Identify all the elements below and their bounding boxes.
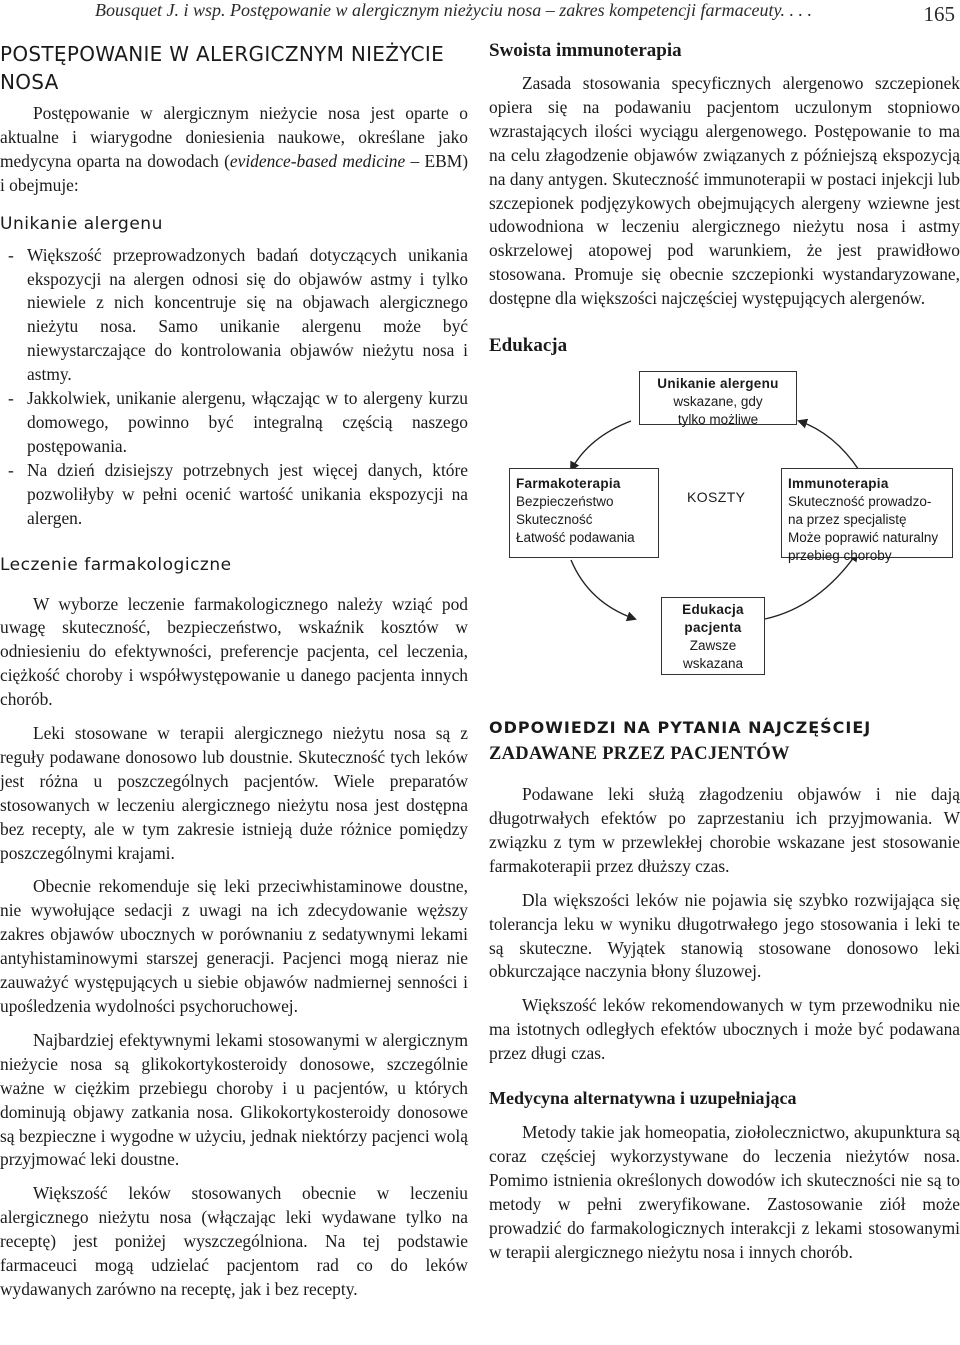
avoid-allergen-list bbox=[0, 244, 468, 531]
alternative-medicine-heading: Medycyna alternatywna i uzupełniająca bbox=[489, 1088, 797, 1109]
costs-label: KOSZTY bbox=[687, 489, 746, 506]
arrow-right-to-top bbox=[799, 421, 859, 470]
paragraph: Podawane leki służą złagodzeniu objawów i nie dają długotrwałych efektów po zaprzestaniu ich przyjmowania. W związku z tym w przewlekłej chorobie wskazane jest stosowanie farmakoterapii przez dłuższy czas. bbox=[489, 784, 960, 876]
paragraph: Większość leków rekomendowanych w tym przewodniku nie ma istotnych odległych efektów ubocznych i może być podawana przez długi czas. bbox=[489, 995, 960, 1064]
right-column bbox=[489, 40, 960, 1264]
immunotherapy-box: Immunoterapia Skuteczność prowadzo- na przez specjalistę Może poprawić naturalny przebieg choroby bbox=[781, 468, 953, 558]
education-heading: Edukacja bbox=[489, 335, 568, 357]
section-title: POSTĘPOWANIE W ALERGICZNYM NIEŻYCIE NOSA bbox=[0, 42, 445, 94]
pharmacotherapy-box: Farmakoterapia Bezpieczeństwo Skuteczność Łatwość podawania bbox=[509, 468, 659, 558]
pharmacological-heading: Leczenie farmakologiczne bbox=[0, 554, 232, 575]
list-item: - Większość przeprowadzonych badań dotyczących unikania ekspozycji na alergen odnosi się do objawów astmy i tylko niewiele z nich koncentruje się na objawach alergicznego nieżytu nosa. Samo unikanie alergenu może być niewystarczające do kontrolowania objawów nieżytu nosa i astmy. bbox=[0, 244, 468, 387]
page-number: 165 bbox=[923, 2, 955, 26]
paragraph: Leki stosowane w terapii alergicznego nieżytu nosa są z reguły podawane donosowo lub doustnie. Skuteczność tych leków jest różna u poszczególnych pacjentów. Wiele preparatów stosowanych w leczeniu alergicznego nieżytu nosa jest dostępna bez recepty, ale w tym zakresie istnieją duże różnice pomiędzy poszczególnymi krajami. bbox=[0, 723, 468, 863]
paragraph: W wyborze leczenie farmakologicznego należy wziąć pod uwagę skuteczność, bezpieczeństwo, wskaźnik kosztów w odniesieniu do efektywności, preferencje pacjenta, cel leczenia, ciężkość choroby i współwystępowanie u danego pacjenta innych chorób. bbox=[0, 593, 468, 710]
paragraph: Obecnie rekomenduje się leki przeciwhistaminowe doustne, nie wywołujące sedacji z uwagi na ich zdecydowanie węższy zakres objawów ubocznych w porównaniu z sedatywnymi lekami antyhistaminowymi starszej generacji. Pacjenci mogą nieraz nie zauważyć występujących u siebie objawów nadmiernej senności i upośledzenia wydolności psychoruchowej. bbox=[0, 876, 468, 1016]
avoidance-box: Unikanie alergenu wskazane, gdy tylko możliwe bbox=[639, 371, 797, 425]
faq-heading: ODPOWIEDZI NA PYTANIA NAJCZĘŚCIEJ ZADAWANE PRZEZ PACJENTÓW bbox=[489, 718, 872, 765]
running-title: Bousquet J. i wsp. Postępowanie w alergicznym nieżyciu nosa – zakres kompetencji farmaceuty. . . . bbox=[95, 0, 813, 20]
arrow-top-to-left bbox=[571, 421, 631, 470]
treatment-diagram bbox=[489, 367, 960, 672]
immunotherapy-heading: Swoista immunoterapia bbox=[489, 40, 682, 61]
left-column bbox=[0, 40, 468, 1302]
patient-education-box: Edukacja pacjenta Zawsze wskazana bbox=[661, 597, 765, 675]
list-item: - Jakkolwiek, unikanie alergenu, włączając w to alergeny kurzu domowego, powinno być integralną częścią naszego postępowania. bbox=[0, 387, 468, 459]
paragraph: Metody takie jak homeopatia, ziołolecznictwo, akupunktura są coraz częściej wykorzystywane do leczenia nieżytów nosa. Pomimo istnienia określonych dowodów ich skuteczności nie są to metody w pełni zweryfikowane. Zastosowanie ziół może prowadzić do farmakologicznych interakcji z lekami stosowanymi w terapii alergicznego nieżytu nosa i innych chorób. bbox=[489, 1122, 960, 1262]
paragraph: Dla większości leków nie pojawia się szybko rozwijająca się tolerancja leku w wyniku długotrwałego jego stosowania i leki te są skuteczne. Wyjątek stanowią stosowane donosowo leki obkurczające naczynia błony śluzowej. bbox=[489, 889, 960, 982]
avoid-allergen-heading: Unikanie alergenu bbox=[0, 213, 163, 234]
running-header bbox=[0, 0, 960, 32]
intro-paragraph: Postępowanie w alergicznym nieżycie nosa jest oparte o aktualne i wiarygodne doniesienia naukowe, określane jako medycyna oparta na dowodach (evidence-based medicine – EBM) i obejmuje: bbox=[0, 103, 468, 195]
paragraph: Zasada stosowania specyficznych alergenowo szczepionek opiera się na podawaniu pacjentom uczulonym stopniowo wzrastających ilości wyciągu alergenowego. Postępowanie to ma na celu złagodzenie objawów związanych z późniejszą ekspozycją na dany antygen. Skuteczność immunoterapii w postaci injekcji lub szczepionek podjęzykowych obejmujących alergeny wziewne jest udowodniona w leczeniu alergicznego nieżytu nosa i astmy oskrzelowej atopowej pod warunkiem, że jest prawidłowo stosowana. Promuje się obecnie szczepionki wystandaryzowane, dostępne dla większości najczęściej występujących alergenów. bbox=[489, 73, 960, 309]
arrow-left-to-bottom bbox=[571, 560, 635, 619]
paragraph: Najbardziej efektywnymi lekami stosowanymi w alergicznym nieżycie nosa są glikokortykosteroidy donosowe, szczególnie ważne w ciężkim przebiegu choroby i u pacjentów, u których dominują objawy zatkania nosa. Glikokortykosteroidy donosowe są bezpieczne i wygodne w użyciu, jednak niektórzy pacjenci wolą przyjmować leki doustne. bbox=[0, 1029, 468, 1170]
list-item: - Na dzień dzisiejszy potrzebnych jest więcej danych, które pozwoliłyby w pełni ocenić wartość unikania ekspozycji na alergen. bbox=[0, 459, 468, 531]
paragraph: Większość leków stosowanych obecnie w leczeniu alergicznego nieżytu nosa (włączając leki wydawane tylko na receptę) jest poniżej wyszczególniona. Na tej podstawie farmaceuci mogą udzielać pacjentom rad co do leków wydawanych zarówno na receptę, jak i bez recepty. bbox=[0, 1183, 468, 1299]
